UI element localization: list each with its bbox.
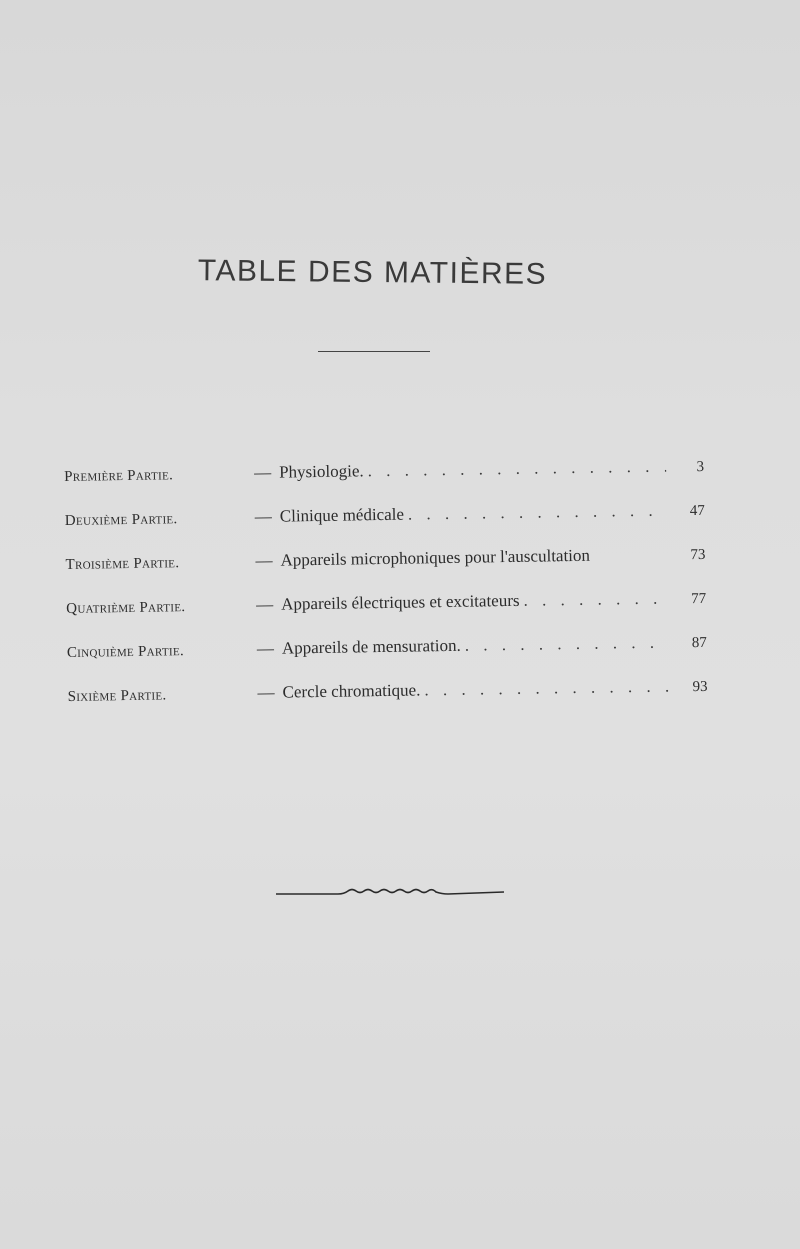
toc-dash: — bbox=[257, 682, 275, 702]
dot-leader bbox=[368, 457, 667, 482]
toc-part-label: Sixième Partie. bbox=[67, 687, 167, 705]
dot-leader bbox=[424, 677, 669, 701]
toc-part-label: Deuxième Partie. bbox=[64, 511, 178, 529]
toc-page-number: 73 bbox=[690, 546, 706, 564]
toc-dash: — bbox=[255, 550, 273, 571]
toc-part-label: Troisième Partie. bbox=[65, 555, 180, 573]
toc-part-label: Quatrième Partie. bbox=[66, 599, 186, 617]
toc-page-number: 87 bbox=[691, 634, 707, 652]
end-ornament-icon bbox=[276, 884, 504, 900]
dot-leader bbox=[594, 560, 668, 561]
toc-page-number: 93 bbox=[692, 678, 708, 696]
toc-dash: — bbox=[256, 594, 274, 614]
toc-dash: — bbox=[253, 462, 272, 483]
dot-leader bbox=[408, 501, 667, 525]
dot-leader bbox=[523, 589, 668, 611]
toc-subject: Clinique médicale bbox=[279, 504, 405, 526]
toc-subject: Cercle chromatique. bbox=[282, 680, 421, 702]
title-divider bbox=[318, 351, 430, 352]
toc-page-number: 3 bbox=[696, 458, 705, 476]
table-of-contents bbox=[64, 456, 708, 730]
toc-part-label: Première Partie. bbox=[64, 467, 174, 485]
toc-subject: Appareils microphoniques pour l'auscultation bbox=[280, 545, 591, 570]
page-title: TABLE DES MATIÈRES bbox=[197, 254, 548, 291]
toc-dash: — bbox=[256, 638, 275, 658]
toc-subject: Appareils électriques et excitateurs bbox=[281, 590, 520, 614]
toc-dash: — bbox=[254, 506, 272, 527]
toc-subject: Physiologie. bbox=[278, 461, 364, 482]
toc-part-label: Cinquième Partie. bbox=[66, 643, 185, 661]
toc-page-number: 47 bbox=[689, 502, 705, 520]
toc-subject: Appareils de mensuration. bbox=[281, 635, 461, 658]
toc-entry-6 bbox=[67, 676, 708, 730]
toc-page-number: 77 bbox=[691, 590, 707, 608]
dot-leader bbox=[465, 633, 669, 656]
